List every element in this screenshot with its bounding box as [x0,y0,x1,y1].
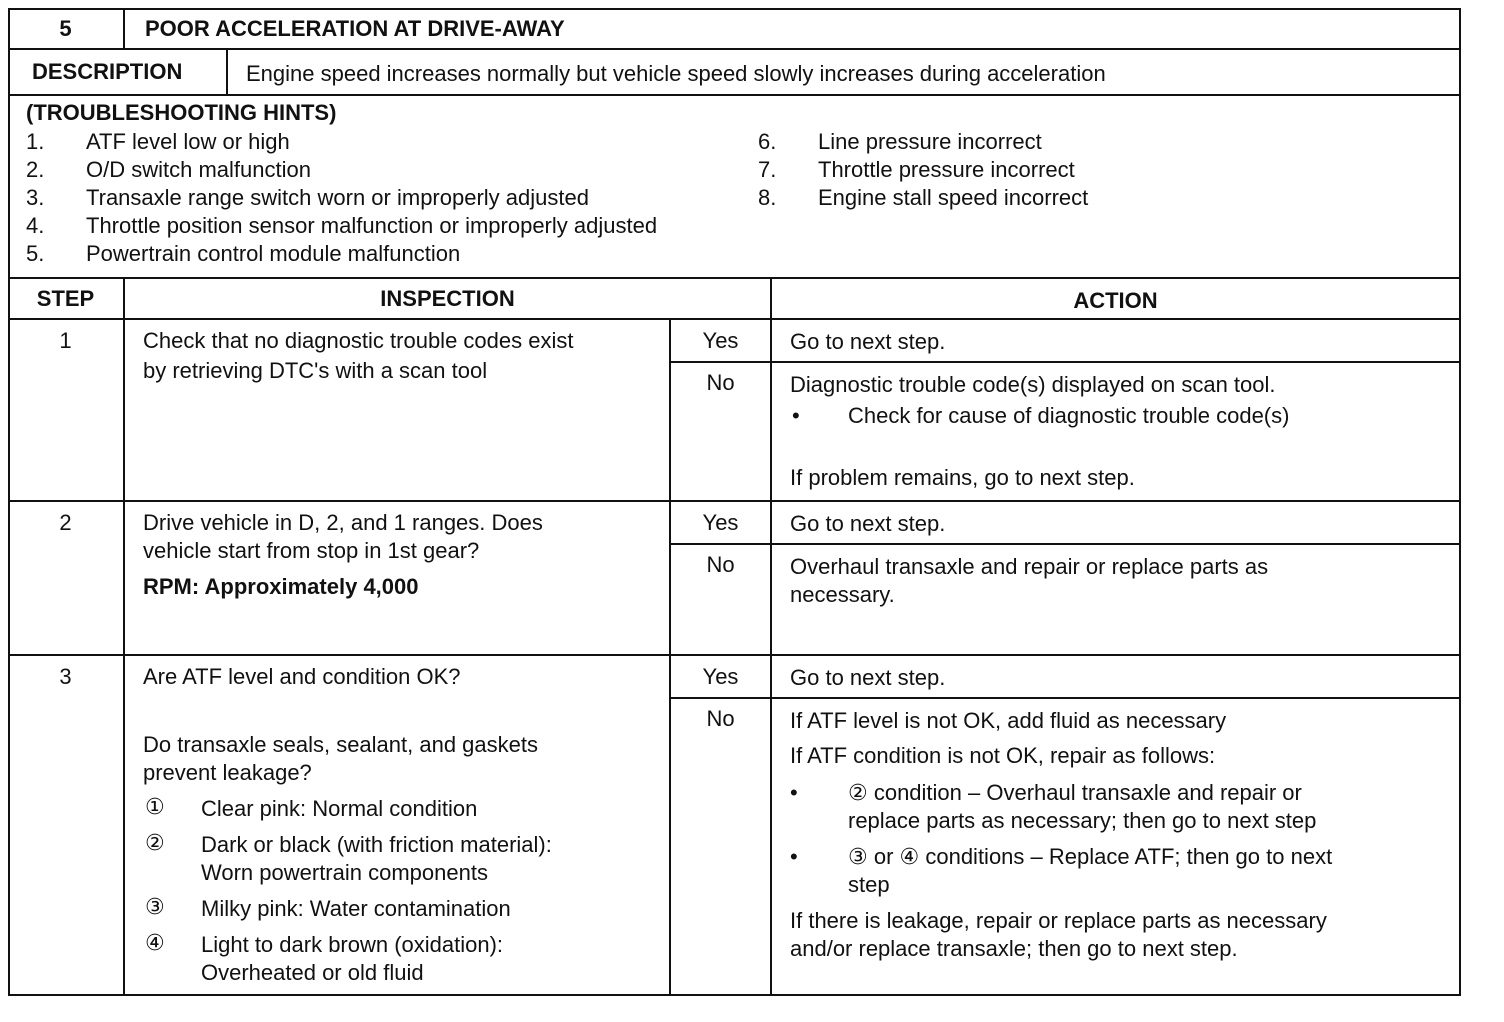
hint-number: 7. [758,157,777,182]
border-top [8,8,1461,10]
divider-action [770,277,772,996]
hint-text: Transaxle range switch worn or improperly adjusted [86,185,589,210]
inspection-text: prevent leakage? [143,760,312,785]
rule-yes-no-1 [671,361,1461,363]
border-right [1459,8,1461,996]
condition-text: Light to dark brown (oxidation): [201,932,504,957]
bullet-icon: • [790,844,798,869]
bullet-icon: • [792,403,800,428]
condition-text: Clear pink: Normal condition [201,796,478,821]
divider-number [123,8,125,48]
yes-label: Yes [702,664,739,689]
step-number: 3 [59,664,72,689]
hint-number: 2. [26,157,45,182]
problem-number: 5 [59,16,72,41]
column-header-step: STEP [36,286,95,311]
condition-text: Worn powertrain components [201,860,488,885]
step-number: 1 [59,328,72,353]
hint-text: Engine stall speed incorrect [818,185,1089,210]
step-number: 2 [59,510,72,535]
hint-number: 4. [26,213,45,238]
border-bottom [8,994,1461,996]
no-action-text: Overhaul transaxle and repair or replace parts as [790,554,1269,579]
inspection-text: Are ATF level and condition OK? [143,664,461,689]
no-action-text: Diagnostic trouble code(s) displayed on scan tool. [790,372,1276,397]
no-action-text: ③ or ④ conditions – Replace ATF; then go to next [848,844,1333,869]
condition-marker: ④ [145,930,165,955]
no-action-text: If problem remains, go to next step. [790,465,1135,490]
no-action-text: If ATF level is not OK, add fluid as necessary [790,708,1227,733]
divider-yes-no [669,318,671,996]
hint-text: Line pressure incorrect [818,129,1042,154]
rule-description [8,94,1461,96]
rule-column-header [8,318,1461,320]
condition-marker: ③ [145,894,165,919]
hint-text: Throttle position sensor malfunction or improperly adjusted [86,213,658,238]
hint-number: 3. [26,185,45,210]
condition-text: Milky pink: Water contamination [201,896,511,921]
yes-action: Go to next step. [790,329,946,354]
no-action-text: Check for cause of diagnostic trouble code(s) [848,403,1290,428]
no-action-text: and/or replace transaxle; then go to next step. [790,936,1238,961]
hint-text: Powertrain control module malfunction [86,241,461,266]
problem-title: POOR ACCELERATION AT DRIVE-AWAY [145,16,565,41]
inspection-text: vehicle start from stop in 1st gear? [143,538,480,563]
no-label: No [706,552,735,577]
bullet-icon: • [790,780,798,805]
no-action-text: If there is leakage, repair or replace parts as necessary [790,908,1327,933]
hint-text: ATF level low or high [86,129,290,154]
hint-number: 6. [758,129,777,154]
rule-yes-no-3 [671,697,1461,699]
no-action-text: necessary. [790,582,895,607]
yes-label: Yes [702,328,739,353]
inspection-text: Check that no diagnostic trouble codes exist [143,328,574,353]
hint-text: Throttle pressure incorrect [818,157,1075,182]
divider-step [123,277,125,996]
border-left [8,8,10,996]
no-label: No [706,370,735,395]
hint-number: 5. [26,241,45,266]
rule-step1 [8,500,1461,502]
condition-marker: ② [145,830,165,855]
hint-number: 1. [26,129,45,154]
condition-text: Dark or black (with friction material): [201,832,552,857]
column-header-action: ACTION [1073,288,1158,313]
hint-text: O/D switch malfunction [86,157,311,182]
no-action-text: step [848,872,890,897]
no-action-text: replace parts as necessary; then go to next step [848,808,1317,833]
rule-hints [8,277,1461,279]
inspection-text: Drive vehicle in D, 2, and 1 ranges. Does [143,510,543,535]
rule-step2 [8,654,1461,656]
yes-label: Yes [702,510,739,535]
rule-yes-no-2 [671,543,1461,545]
condition-marker: ① [145,794,165,819]
divider-description [226,48,228,94]
inspection-text: by retrieving DTC's with a scan tool [143,358,488,383]
condition-text: Overheated or old fluid [201,960,424,985]
yes-action: Go to next step. [790,665,946,690]
inspection-rpm: RPM: Approximately 4,000 [143,574,419,599]
troubleshooting-table [8,8,1461,996]
hints-title: (TROUBLESHOOTING HINTS) [26,100,337,125]
yes-action: Go to next step. [790,511,946,536]
no-label: No [706,706,735,731]
description-text: Engine speed increases normally but vehicle speed slowly increases during acceleration [246,61,1106,86]
hint-number: 8. [758,185,777,210]
no-action-text: ② condition – Overhaul transaxle and repair or [848,780,1302,805]
column-header-inspection: INSPECTION [380,286,515,311]
inspection-text: Do transaxle seals, sealant, and gaskets [143,732,539,757]
description-label: DESCRIPTION [32,59,183,84]
no-action-text: If ATF condition is not OK, repair as follows: [790,743,1216,768]
